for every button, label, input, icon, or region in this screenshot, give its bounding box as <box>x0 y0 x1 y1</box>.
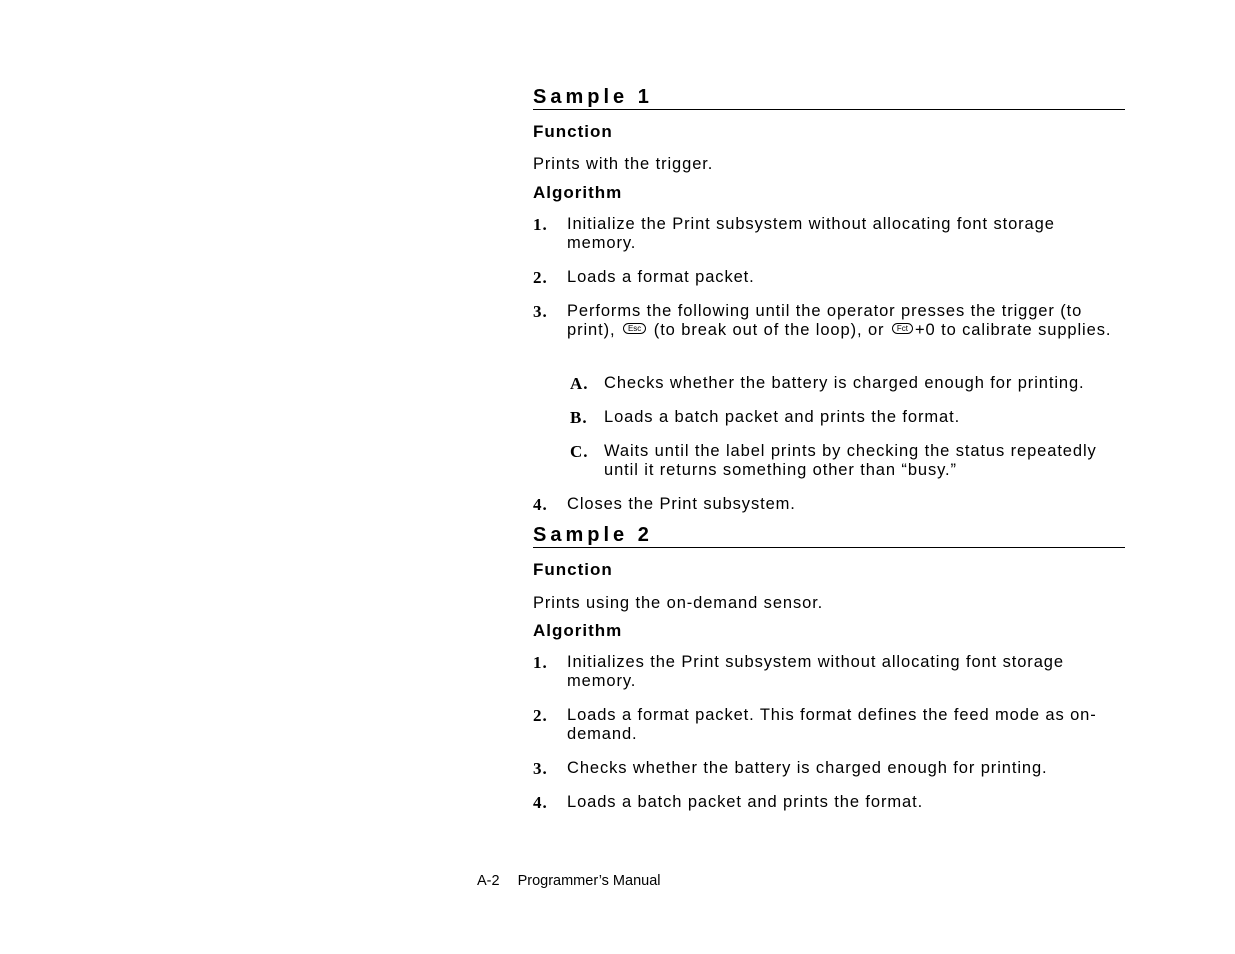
step-text-part: +0 to calibrate supplies. <box>915 321 1112 339</box>
page-footer <box>477 873 660 889</box>
sample-2-algorithm-heading: Algorithm <box>533 621 623 640</box>
step-text: Loads a format packet. <box>567 268 755 286</box>
sample-1-substep-b <box>570 408 1125 427</box>
step-number: 1. <box>533 215 548 234</box>
sample-2-step-1 <box>533 653 1125 691</box>
sample-1-substep-a <box>570 374 1125 393</box>
substep-letter: B. <box>570 408 588 427</box>
step-text: Loads a format packet. This format defines the feed mode as on-demand. <box>567 706 1097 743</box>
sample-2-step-3 <box>533 759 1125 778</box>
sample-1-step-2 <box>533 268 1125 287</box>
step-number: 4. <box>533 495 548 514</box>
substep-text: Waits until the label prints by checking the status repeatedly until it returns something other than “busy.” <box>604 442 1097 479</box>
substep-text: Checks whether the battery is charged enough for printing. <box>604 374 1085 392</box>
step-text-part: Performs the following until the operator presses the trigger (to print), <box>567 302 1083 339</box>
step-text-part: (to break out of the loop), or <box>653 321 885 339</box>
sample-2-heading: Sample 2 <box>533 524 1125 548</box>
page-number: A-2 <box>477 873 500 889</box>
step-text: Initialize the Print subsystem without allocating font storage memory. <box>567 215 1055 252</box>
substep-letter: C. <box>570 442 589 461</box>
step-number: 3. <box>533 759 548 778</box>
step-text: Checks whether the battery is charged enough for printing. <box>567 759 1048 777</box>
step-text: Loads a batch packet and prints the format. <box>567 793 924 811</box>
step-number: 4. <box>533 793 548 812</box>
sample-1-heading: Sample 1 <box>533 86 1125 110</box>
step-number: 3. <box>533 302 548 321</box>
sample-1-function-heading: Function <box>533 122 613 141</box>
step-text: Closes the Print subsystem. <box>567 495 796 513</box>
sample-2-function-heading: Function <box>533 560 613 579</box>
sample-1-step-1 <box>533 215 1125 253</box>
sample-2-step-4 <box>533 793 1125 812</box>
sample-2-step-2 <box>533 706 1125 744</box>
sample-1-function-text: Prints with the trigger. <box>533 155 714 173</box>
sample-2-function-text: Prints using the on-demand sensor. <box>533 594 824 612</box>
step-number: 2. <box>533 706 548 725</box>
sample-1-algorithm-heading: Algorithm <box>533 183 623 202</box>
substep-letter: A. <box>570 374 589 393</box>
manual-title: Programmer’s Manual <box>517 873 661 889</box>
sample-1-step-3 <box>533 302 1125 340</box>
sample-1-step-4 <box>533 495 1125 514</box>
sample-1-substep-c <box>570 442 1125 480</box>
step-number: 1. <box>533 653 548 672</box>
step-number: 2. <box>533 268 548 287</box>
esc-key-icon: Esc <box>623 323 646 334</box>
step-text <box>567 302 1125 340</box>
step-text: Initializes the Print subsystem without allocating font storage memory. <box>567 653 1064 690</box>
fct-key-icon: Fct <box>892 323 913 334</box>
substep-text: Loads a batch packet and prints the format. <box>604 408 961 426</box>
